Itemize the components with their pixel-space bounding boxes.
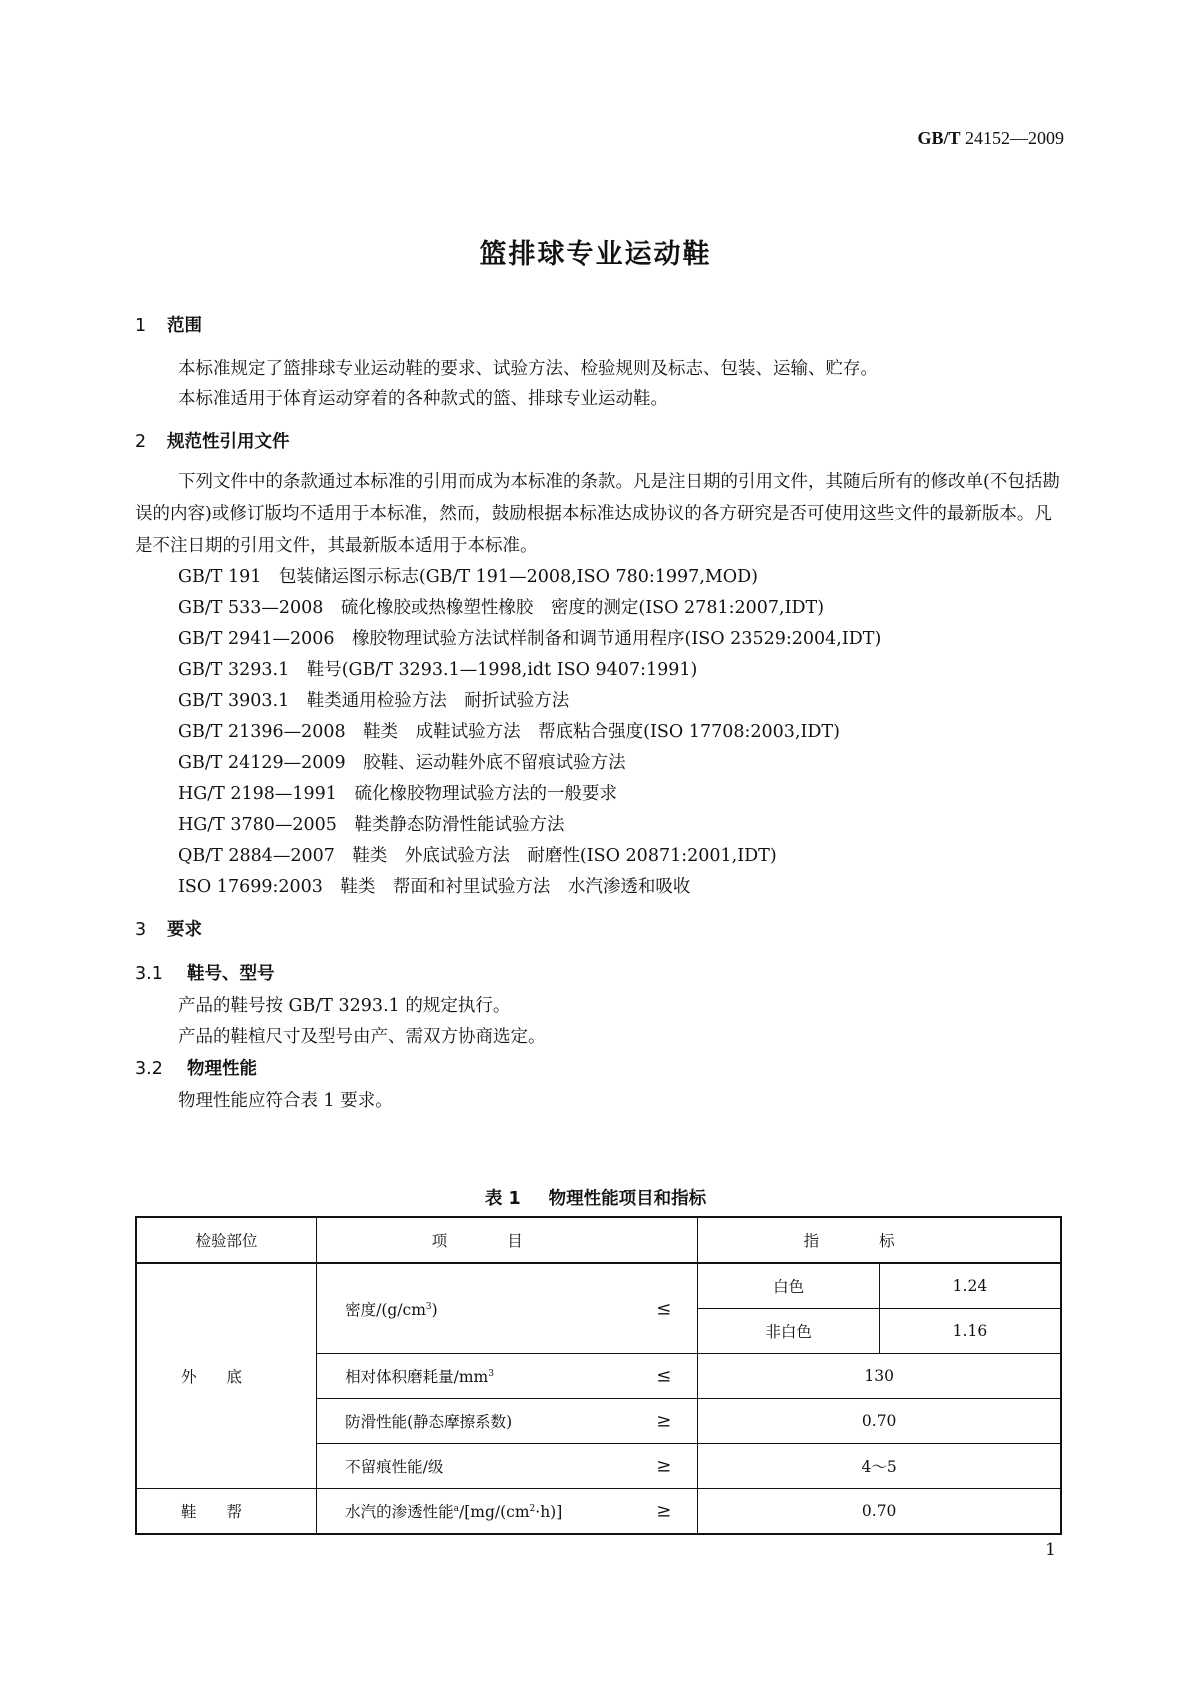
- geq-symbol: ≥: [656, 1455, 672, 1477]
- ref-item: GB/T 533—2008 硫化橡胶或热橡塑性橡胶 密度的测定(ISO 2781:2007,IDT): [178, 598, 825, 618]
- section-1-para-2: 本标准适用于体育运动穿着的各种款式的篮、排球专业运动鞋。: [178, 389, 668, 409]
- vapor-item: 水汽的渗透性能$^a/[mg/(cm^2\cdot h)]$ ≥: [317, 1489, 698, 1535]
- document-title: 篮排球专业运动鞋: [479, 239, 712, 270]
- header-part: 检验部位: [136, 1217, 317, 1263]
- abrasion-value: 130: [698, 1354, 1061, 1399]
- section-2-heading: 2 规范性引用文件: [135, 432, 290, 452]
- ref-item: GB/T 191 包装储运图示标志(GB/T 191—2008,ISO 780:1997,MOD): [178, 567, 759, 587]
- upper-cell: 鞋帮: [136, 1489, 317, 1535]
- section-3-2-para-1: 物理性能应符合表 1 要求。: [178, 1091, 393, 1111]
- ref-item: ISO 17699:2003 鞋类 帮面和衬里试验方法 水汽渗透和吸收: [178, 877, 691, 897]
- density-nonwhite-value: 1.16: [879, 1309, 1061, 1354]
- section-3-1-heading: 3.1 鞋号、型号: [135, 964, 275, 984]
- ref-item: GB/T 3293.1 鞋号(GB/T 3293.1—1998,idt ISO 9407:1991): [178, 660, 698, 680]
- slip-item: 防滑性能(静态摩擦系数) ≥: [317, 1399, 698, 1444]
- ref-item: GB/T 3903.1 鞋类通用检验方法 耐折试验方法: [178, 691, 570, 711]
- section-1-heading: 1 范围: [135, 316, 202, 336]
- ref-item: QB/T 2884—2007 鞋类 外底试验方法 耐磨性(ISO 20871:2001,IDT): [178, 846, 777, 866]
- ref-item: HG/T 3780—2005 鞋类静态防滑性能试验方法: [178, 815, 565, 835]
- ref-item: GB/T 2941—2006 橡胶物理试验方法试样制备和调节通用程序(ISO 23529:2004,IDT): [178, 629, 882, 649]
- section-3-heading: 3 要求: [135, 920, 202, 940]
- table-row: [136, 1263, 1061, 1309]
- leq-symbol: ≤: [656, 1365, 672, 1387]
- density-item: 密度$/(g/cm^3)$ ≤: [317, 1263, 698, 1354]
- slip-value: 0.70: [698, 1399, 1061, 1444]
- section-3-1-para-2: 产品的鞋楦尺寸及型号由产、需双方协商选定。: [178, 1027, 546, 1047]
- geq-symbol: ≥: [656, 1500, 672, 1522]
- table-header-row: [136, 1217, 1061, 1263]
- header-spec: 指标: [698, 1217, 1061, 1263]
- density-white-value: 1.24: [879, 1263, 1061, 1309]
- marking-value: 4～5: [698, 1444, 1061, 1489]
- marking-item: 不留痕性能/级 ≥: [317, 1444, 698, 1489]
- ref-item: GB/T 24129—2009 胶鞋、运动鞋外底不留痕试验方法: [178, 753, 626, 773]
- page-number: 1: [1045, 1540, 1056, 1560]
- standard-code: GB/T 24152—2009: [917, 128, 1064, 148]
- section-2-intro: 下列文件中的条款通过本标准的引用而成为本标准的条款。凡是注日期的引用文件，其随后所有的修改单(不包括勘误的内容)或修订版均不适用于本标准，然而，鼓励根据本标准达成协议的各方研究是否可使用这些文件的最新版本。凡是不注日期的引用文件，其最新版本适用于本标准。: [135, 472, 1060, 556]
- ref-item: GB/T 21396—2008 鞋类 成鞋试验方法 帮底粘合强度(ISO 17708:2003,IDT): [178, 722, 840, 742]
- section-3-1-para-1: 产品的鞋号按 GB/T 3293.1 的规定执行。: [178, 996, 511, 1016]
- density-nonwhite-label: 非白色: [698, 1309, 880, 1354]
- abrasion-item: 相对体积磨耗量$/mm^3$ ≤: [317, 1354, 698, 1399]
- physical-properties-table: [135, 1216, 1062, 1535]
- section-1-para-1: 本标准规定了篮排球专业运动鞋的要求、试验方法、检验规则及标志、包装、运输、贮存。: [178, 359, 878, 379]
- vapor-value: 0.70: [698, 1489, 1061, 1535]
- ref-item: HG/T 2198—1991 硫化橡胶物理试验方法的一般要求: [178, 784, 617, 804]
- geq-symbol: ≥: [656, 1410, 672, 1432]
- header-item: 项目: [317, 1217, 698, 1263]
- outsole-cell: 外底: [136, 1263, 317, 1489]
- leq-symbol: ≤: [656, 1298, 672, 1319]
- table-caption: 表 1 物理性能项目和指标: [484, 1189, 707, 1209]
- section-3-2-heading: 3.2 物理性能: [135, 1059, 257, 1079]
- table-row: [136, 1489, 1061, 1535]
- density-white-label: 白色: [698, 1263, 880, 1309]
